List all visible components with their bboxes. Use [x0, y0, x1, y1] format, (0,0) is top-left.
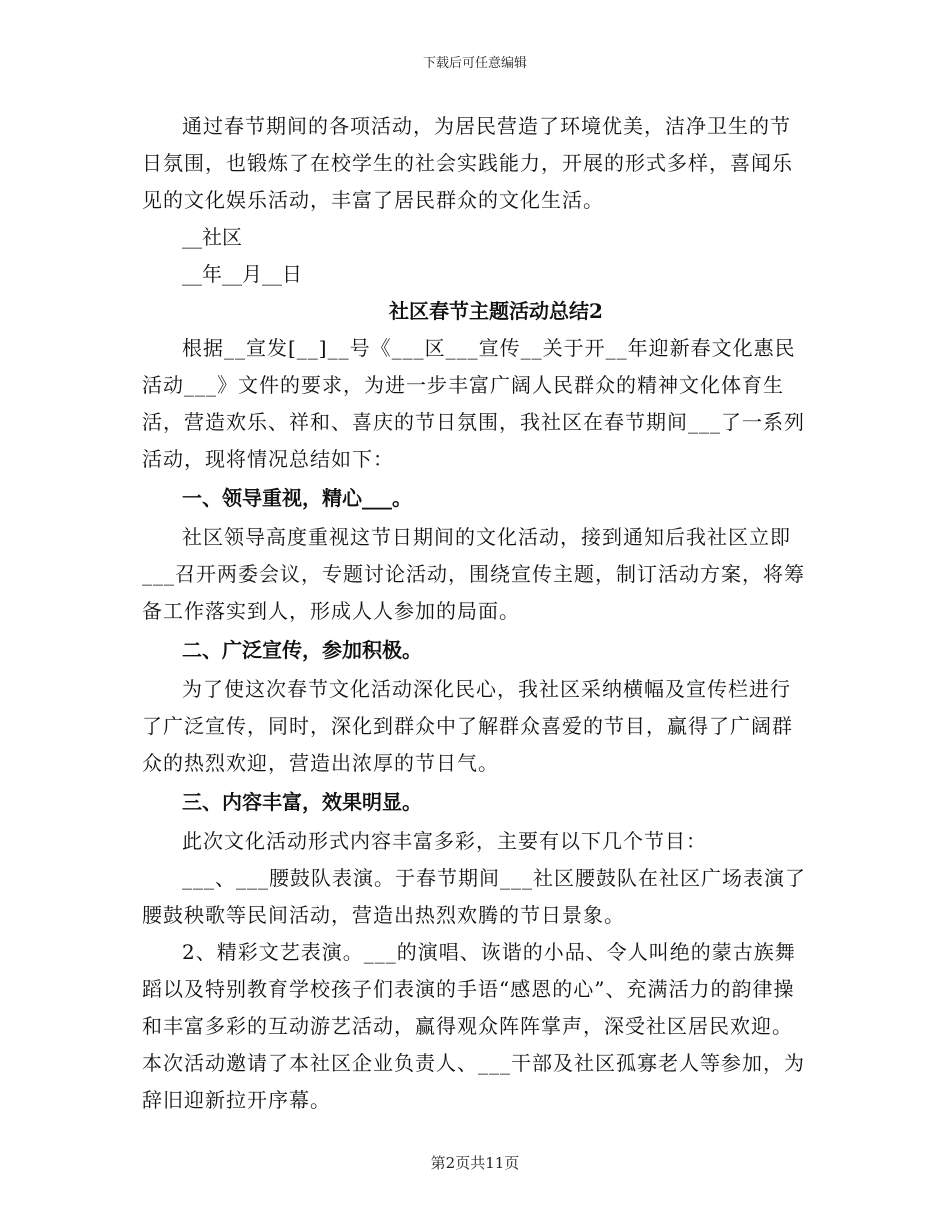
paragraph-section-1: 社区领导高度重视这节日期间的文化活动，接到通知后我社区立即___召开两委会议，专题讨论活动，围绕宣传主题，制订活动方案，将筹备工作落实到人，形成人人参加的局面。: [142, 525, 805, 623]
paragraph-section-2: 为了使这次春节文化活动深化民心，我社区采纳横幅及宣传栏进行了广泛宣传，同时，深化到群众中了解群众喜爱的节目，赢得了广阔群众的热烈欢迎，营造出浓厚的节日气。: [142, 677, 793, 775]
section-heading-2: 二、广泛宣传，参加积极。: [182, 638, 422, 662]
section-heading-3: 三、内容丰富，效果明显。: [182, 790, 422, 814]
document-body: [142, 108, 810, 1119]
page-number: 第2页共11页: [430, 1154, 520, 1172]
paragraph-item-1: ___、___腰鼓队表演。于春节期间___社区腰鼓队在社区广场表演了腰鼓秧歌等民间活动，营造出热烈欢腾的节日景象。: [142, 866, 806, 927]
section-heading-1: 一、领导重视，精心___。: [182, 486, 412, 510]
paragraph-section-3: 此次文化活动形式内容丰富多彩，主要有以下几个节目：: [182, 829, 707, 853]
header-note: 下载后可任意编辑: [422, 56, 527, 71]
paragraph-item-2: 2、精彩文艺表演。___的演唱、诙谐的小品、令人叫绝的蒙古族舞蹈以及特别教育学校孩子们表演的手语“感恩的心”、充满活力的韵律操和丰富多彩的互动游艺活动，赢得观众阵阵掌声，深受社区居民欢迎。本次活动邀请了本社区企业负责人、___干部及社区孤寡老人等参加，为辞旧迎新拉开序幕。: [142, 940, 805, 1112]
signature-date: __年__月__日: [182, 262, 302, 286]
document-title: 社区春节主题活动总结2: [389, 299, 603, 323]
signature-org: __社区: [182, 225, 242, 249]
paragraph-intro: 根据__宣发[__]__号《___区___宣传__关于开__年迎新春文化惠民活动___》文件的要求，为进一步丰富广阔人民群众的精神文化体育生活，营造欢乐、祥和、喜庆的节日氛围，我社区在春节期间___了一系列活动，现将情况总结如下：: [142, 336, 805, 471]
paragraph-summary: 通过春节期间的各项活动，为居民营造了环境优美，洁净卫生的节日氛围，也锻炼了在校学生的社会实践能力，开展的形式多样，喜闻乐见的文化娱乐活动，丰富了居民群众的文化生活。: [142, 114, 793, 212]
